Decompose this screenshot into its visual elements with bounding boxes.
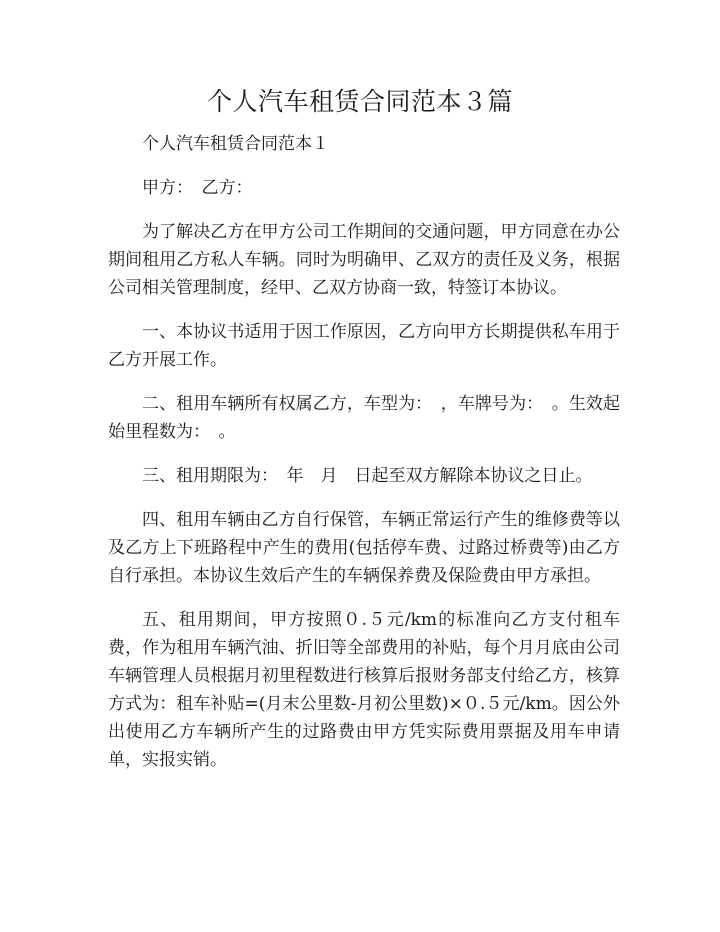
paragraph-clause-3: 三、租用期限为： 年 月 日起至双方解除本协议之日止。 <box>142 466 593 486</box>
paragraph-clause-4: 四、租用车辆由乙方自行保管，车辆正常运行产生的维修费等以及乙方上下班路程中产生的费用(包括停车费、过路过桥费等)由乙方自行承担。本协议生效后产生的车辆保养费及保险费由甲方承担。 <box>108 510 620 586</box>
document-body <box>108 130 620 790</box>
paragraph-clause-1: 一、本协议书适用于因工作原因，乙方向甲方长期提供私车用于乙方开展工作。 <box>108 322 620 370</box>
parties-line: 甲方： 乙方： <box>142 178 253 198</box>
paragraph-clause-2: 二、租用车辆所有权属乙方，车型为： ，车牌号为： 。生效起始里程数为： 。 <box>108 394 620 442</box>
paragraph-intro: 为了解决乙方在甲方公司工作期间的交通问题，甲方同意在办公期间租用乙方私人车辆。同时为明确甲、乙双方的责任及义务，根据公司相关管理制度，经甲、乙双方协商一致，特签订本协议。 <box>108 222 620 298</box>
paragraph-clause-5: 五、租用期间，甲方按照０.５元/km的标准向乙方支付租车费，作为租用车辆汽油、折旧等全部费用的补贴，每个月月底由公司车辆管理人员根据月初里程数进行核算后报财务部支付给乙方，核算方式为：租车补贴=(月末公里数-月初公里数)×０.５元/km。因公外出使用乙方车辆所产生的过路费由甲方凭实际费用票据及用车申请单，实报实销。 <box>108 610 620 770</box>
document-title: 个人汽车租赁合同范本３篇 <box>206 87 513 116</box>
contract-subtitle: 个人汽车租赁合同范本１ <box>142 134 329 154</box>
